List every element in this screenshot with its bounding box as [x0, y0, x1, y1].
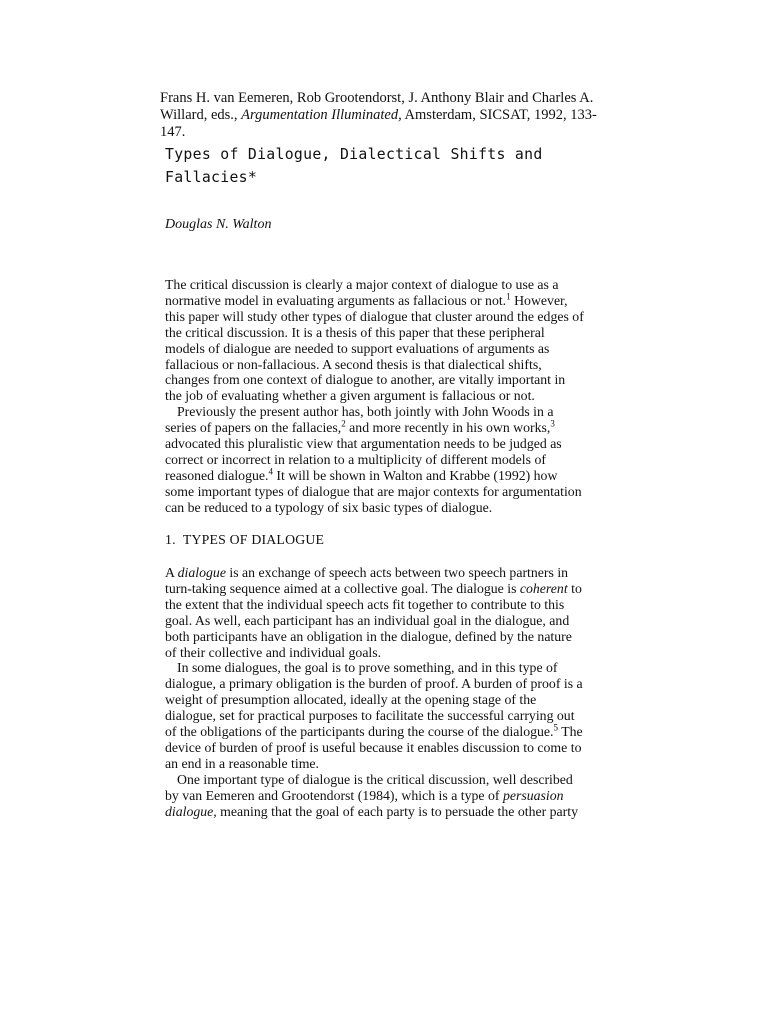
- section-title: TYPES OF DIALOGUE: [182, 532, 325, 547]
- paragraph: The critical discussion is clearly a major context of dialogue to use as a normative model in evaluating arguments as fallacious or not.$^1$ However, this paper will study other types of dialogue that cluster around the edges of the critical discussion. It is a thesis of this paper that these peripheral models of dialogue are needed to support evaluations of arguments as fallacious or non-fallacious. A second thesis is that dialectical shifts, changes from one context of dialogue to another, are vitally important in the job of evaluating whether a given argument is fallacious or not.: [165, 277, 584, 404]
- citation-publisher: Amsterdam, SICSAT, 1992, 133-147.: [160, 107, 597, 140]
- paragraph: In some dialogues, the goal is to prove something, and in this type of dialogue, a primary obligation is the burden of proof. A burden of proof is a weight of presumption allocated, ideally at the opening stage of the dialogue, set for practical purposes to facilitate the successful carrying out of the obligations of the participants during the course of the dialogue.$^5$ The device of burden of proof is useful because it enables discussion to come to an end in a reasonable time.: [165, 660, 583, 771]
- term-dialogue: dialogue: [177, 565, 226, 580]
- introduction: [165, 277, 585, 516]
- paper-title: Types of Dialogue, Dialectical Shifts and Fallacies*: [165, 146, 543, 186]
- section-number: 1.: [165, 532, 176, 547]
- citation-editors: Frans H. van Eemeren, Rob Grootendorst, J. Anthony Blair and Charles A. Willard, eds.,: [160, 90, 594, 123]
- paragraph: One important type of dialogue is the critical discussion, well described by van Eemeren and Grootendorst (1984), which is a type of persuasion dialogue, meaning that the goal of each party is to persuade the other party: [165, 771, 579, 819]
- footnote-marker: 1: [506, 291, 511, 302]
- paper-author: Douglas N. Walton: [165, 217, 272, 232]
- footnote-marker: 2: [341, 418, 346, 429]
- citation: [160, 90, 620, 141]
- footnote-marker: 3: [550, 418, 555, 429]
- term-coherent: coherent: [519, 580, 568, 596]
- footnote-marker: 5: [553, 722, 559, 733]
- section-body: [165, 565, 585, 820]
- citation-book-title: Argumentation Illuminated,: [241, 107, 402, 123]
- paragraph: A dialogue is an exchange of speech acts between two speech partners in turn-taking sequence aimed at a collective goal. The dialogue is coherent to the extent that the individual speech acts fit together to contribute to this goal. As well, each participant has an individual goal in the dialogue, and both participants have an obligation in the dialogue, defined by the nature of their collective and individual goals.: [165, 565, 582, 660]
- paragraph: Previously the present author has, both jointly with John Woods in a series of papers on the fallacies,$^2$ and more recently in his own works,$^3$ advocated this pluralistic view that argumentation needs to be judged as correct or incorrect in relation to a multiplicity of different models of reasoned dialogue.$^4$ It will be shown in Walton and Krabbe (1992) how some important types of dialogue that are major contexts for argumentation can be reduced to a typology of six basic types of dialogue.: [165, 404, 582, 515]
- footnote-marker: 4: [268, 466, 273, 477]
- term-persuasion-dialogue: persuasion dialogue,: [165, 787, 564, 819]
- section-heading: [165, 532, 324, 548]
